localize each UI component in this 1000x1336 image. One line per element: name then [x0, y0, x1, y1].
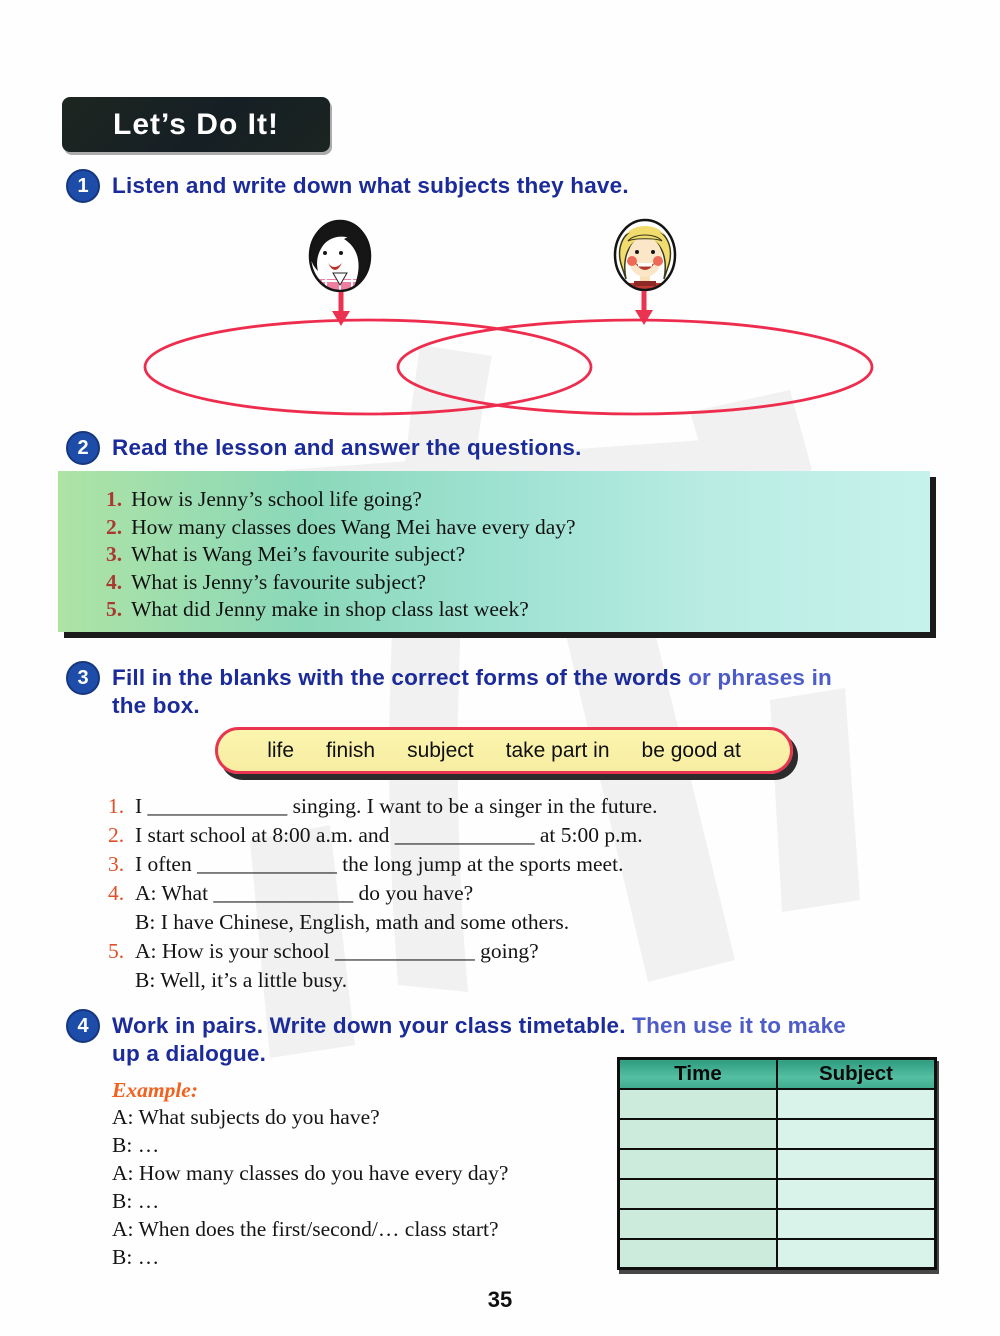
- timetable-row: [619, 1179, 936, 1209]
- timetable-header-time: Time: [619, 1059, 778, 1089]
- sentence-item: [108, 879, 888, 908]
- sentence-text: A: What _____________ do you have?: [135, 881, 474, 905]
- exercise-4-title-main: Work in pairs. Write down your class timetable.: [112, 1013, 626, 1038]
- timetable-cell: [777, 1119, 936, 1149]
- timetable-cell: [777, 1239, 936, 1269]
- exercise-4-number-badge: 4: [66, 1009, 100, 1043]
- sentence-text: B: I have Chinese, English, math and some others.: [135, 910, 570, 934]
- girl-black-hair-avatar: [310, 219, 370, 293]
- sentence-text: A: How is your school _____________ going?: [135, 939, 539, 963]
- word-bank-word: finish: [326, 738, 376, 762]
- sentence-text: I often _____________ the long jump at the sports meet.: [135, 852, 624, 876]
- sentence-item: [108, 850, 888, 879]
- question-text: How is Jenny’s school life going?: [131, 487, 422, 511]
- dialogue-line: B: …: [112, 1245, 160, 1269]
- exercise-3-title-main: Fill in the blanks with the correct forms of the words: [112, 665, 682, 690]
- sentence-number: 2.: [108, 823, 125, 847]
- timetable-row: [619, 1149, 936, 1179]
- timetable-row: [619, 1089, 936, 1119]
- question-item: [106, 541, 920, 569]
- exercise-2-title: Read the lesson and answer the questions.: [112, 435, 582, 460]
- exercise-3-title-accent: or phrases in: [681, 665, 832, 690]
- word-bank-word: be good at: [641, 738, 741, 762]
- timetable: [617, 1057, 937, 1270]
- sentence-number: 4.: [108, 881, 125, 905]
- timetable-cell: [777, 1149, 936, 1179]
- exercise-3-title: [112, 661, 832, 720]
- timetable-header-subject: Subject: [777, 1059, 936, 1089]
- example-label: Example:: [112, 1078, 198, 1102]
- sentence-number: 1.: [108, 794, 125, 818]
- sentence-text: I start school at 8:00 a.m. and _____________ at 5:00 p.m.: [135, 823, 643, 847]
- dialogue-line: A: What subjects do you have?: [112, 1105, 380, 1129]
- word-bank-word: subject: [407, 738, 474, 762]
- question-item: [106, 569, 920, 597]
- question-text: What is Wang Mei’s favourite subject?: [131, 542, 466, 566]
- timetable-row: [619, 1209, 936, 1239]
- dialogue-line: B: …: [112, 1133, 160, 1157]
- sentence-number: 5.: [108, 939, 125, 963]
- exercise-2-header: [66, 431, 946, 465]
- question-text: How many classes does Wang Mei have every day?: [131, 514, 576, 539]
- exercise-3-number-badge: 3: [66, 661, 100, 695]
- sentence-item: [108, 792, 888, 821]
- exercise-2-number-badge: 2: [66, 431, 100, 465]
- question-text: What did Jenny make in shop class last week?: [131, 597, 529, 621]
- timetable-cell: [777, 1209, 936, 1239]
- word-bank-word: life: [267, 738, 295, 762]
- questions-box: [58, 471, 930, 632]
- venn-left-oval: [145, 320, 591, 414]
- question-number: 4.: [106, 569, 123, 594]
- dialogue-line: A: How many classes do you have every day?: [112, 1161, 509, 1185]
- exercise-4-title-accent: Then use it to make: [625, 1013, 847, 1038]
- girl-blonde-hair-avatar: [615, 220, 675, 293]
- exercise-1-number-badge: 1: [66, 169, 100, 203]
- exercise-1-header: [66, 169, 946, 203]
- question-text: What is Jenny’s favourite subject?: [131, 569, 427, 594]
- timetable-cell: [777, 1179, 936, 1209]
- exercise-4-title-line2: up a dialogue.: [112, 1041, 267, 1066]
- venn-right-oval: [398, 320, 872, 414]
- dialogue-line: A: When does the first/second/… class start?: [112, 1217, 499, 1241]
- sentence-continuation: [135, 966, 888, 995]
- sentence-item: [108, 937, 888, 966]
- timetable-cell: [619, 1119, 778, 1149]
- dialogue-line: B: …: [112, 1189, 160, 1213]
- timetable-cell: [619, 1089, 778, 1119]
- question-number: 2.: [106, 514, 123, 539]
- exercise-1-title: Listen and write down what subjects they have.: [112, 173, 629, 198]
- timetable-row: [619, 1119, 936, 1149]
- timetable-cell: [619, 1209, 778, 1239]
- banner-title: Let’s Do It!: [113, 107, 279, 141]
- timetable-cell: [619, 1179, 778, 1209]
- timetable-cell: [619, 1239, 778, 1269]
- word-bank-word: take part in: [505, 738, 610, 762]
- venn-diagram-figure: [0, 215, 1000, 430]
- exercise-3-header: [66, 661, 956, 720]
- timetable-cell: [619, 1149, 778, 1179]
- timetable-row: [619, 1239, 936, 1269]
- sentence-item: [108, 821, 888, 850]
- question-number: 5.: [106, 597, 123, 621]
- timetable-header-row: [619, 1059, 936, 1089]
- lets-do-it-banner: [62, 97, 330, 152]
- sentence-text: B: Well, it’s a little busy.: [135, 968, 348, 992]
- question-number: 1.: [106, 487, 123, 511]
- question-item: [106, 596, 920, 624]
- question-number: 3.: [106, 542, 123, 566]
- question-item: [106, 486, 920, 514]
- sentence-number: 3.: [108, 852, 125, 876]
- question-item: [106, 514, 920, 542]
- page-number: 35: [487, 1287, 513, 1312]
- fill-in-sentences: [108, 792, 888, 995]
- exercise-3-title-line2: the box.: [112, 693, 200, 718]
- sentence-continuation: [135, 908, 888, 937]
- word-bank-box: [215, 727, 793, 774]
- example-dialogue: [112, 1103, 508, 1271]
- timetable-cell: [777, 1089, 936, 1119]
- sentence-text: I _____________ singing. I want to be a singer in the future.: [135, 794, 658, 818]
